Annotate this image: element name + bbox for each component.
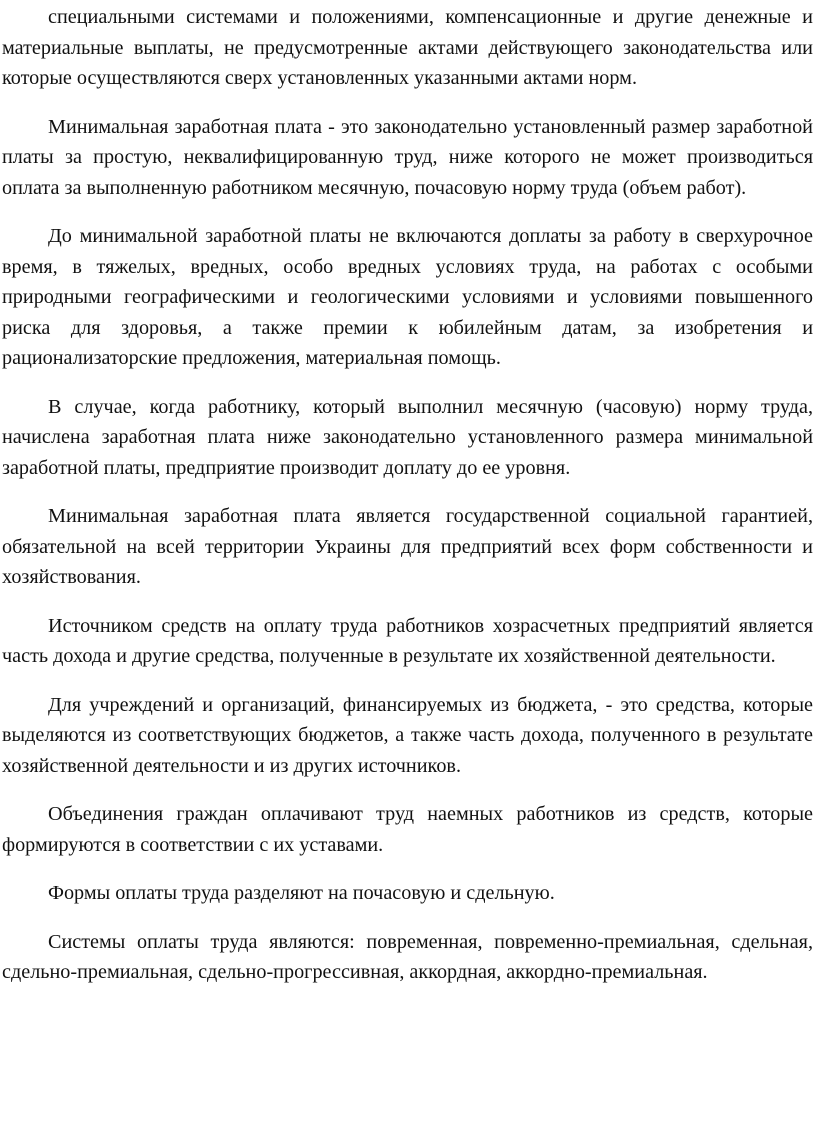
paragraph-8: Объединения граждан оплачивают труд наемных работников из средств, которые формируются в соответствии с их уставами.	[2, 803, 813, 856]
paragraph-6: Источником средств на оплату труда работников хозрасчетных предприятий является часть дохода и другие средства, полученные в результате их хозяйственной деятельности.	[2, 614, 813, 667]
paragraph-3: До минимальной заработной платы не включаются доплаты за работу в сверхурочное время, в тяжелых, вредных, особо вредных условиях труда, на работах с особыми природными географическими и геологическими условиями и условиями повышенного риска для здоровья, а также премии к юбилейным датам, за изобретения и рационализаторские предложения, материальная помощь.	[2, 225, 813, 369]
paragraph-9: Формы оплаты труда разделяют на почасовую и сдельную.	[48, 882, 555, 904]
paragraph-1: специальными системами и положениями, компенсационные и другие денежные и материальные выплаты, не предусмотренные актами действующего законодательства или которые осуществляются сверх установленных указанными актами норм.	[2, 6, 813, 89]
paragraph-4: В случае, когда работнику, который выполнил месячную (часовую) норму труда, начислена заработная плата ниже законодательно установленного размера минимальной заработной платы, предприятие производит доплату до ее уровня.	[2, 395, 813, 479]
paragraph-7: Для учреждений и организаций, финансируемых из бюджета, - это средства, которые выделяются из соответствующих бюджетов, а также часть дохода, полученного в результате хозяйственной деятельности и из других источников.	[2, 693, 813, 777]
paragraph-2: Минимальная заработная плата - это законодательно установленный размер заработной платы за простую, неквалифицированную труд, ниже которого не может производиться оплата за выполненную работником месячную, почасовую норму труда (объем работ).	[2, 115, 813, 199]
paragraph-10: Системы оплаты труда являются: повременная, повременно-премиальная, сдельная, сдельно-премиальная, сдельно-прогрессивная, аккордная, аккордно-премиальная.	[2, 930, 813, 983]
paragraph-5: Минимальная заработная плата является государственной социальной гарантией, обязательной на всей территории Украины для предприятий всех форм собственности и хозяйствования.	[2, 505, 813, 588]
